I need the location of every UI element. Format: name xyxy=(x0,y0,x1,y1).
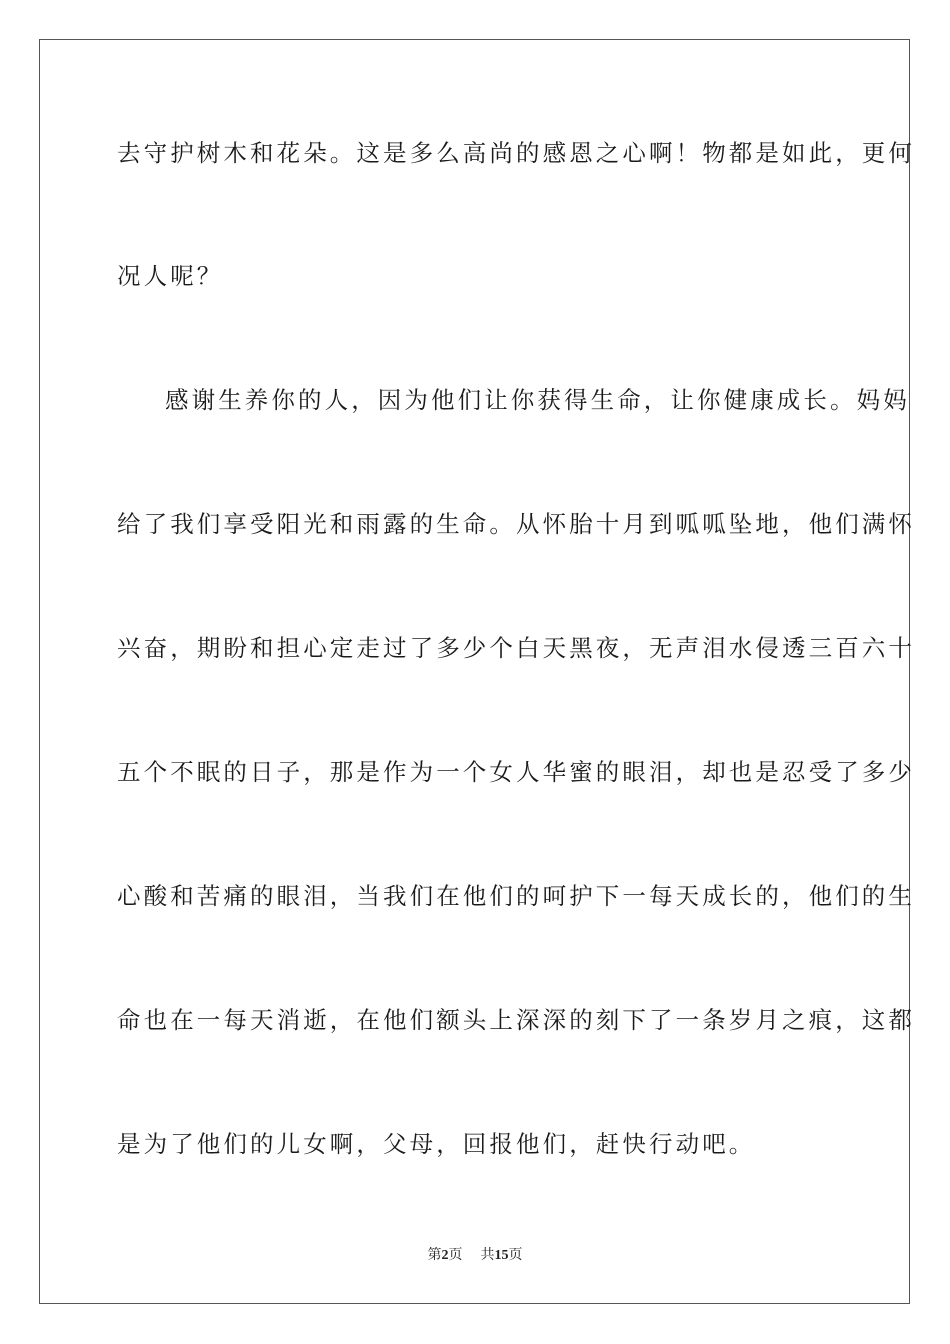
page-number: 2 xyxy=(441,1248,449,1263)
text-line-5: 兴奋，期盼和担心定走过了多少个白天黑夜，无声泪水侵透三百六十 xyxy=(117,634,915,662)
page-suffix: 页 xyxy=(448,1247,463,1263)
text-line-7: 心酸和苦痛的眼泪，当我们在他们的呵护下一每天成长的，他们的生 xyxy=(117,882,915,910)
text-line-3: 感谢生养你的人，因为他们让你获得生命，让你健康成长。妈妈 xyxy=(165,386,910,414)
text-line-9: 是为了他们的儿女啊，父母，回报他们，赶快行动吧。 xyxy=(117,1130,756,1158)
total-suffix: 页 xyxy=(508,1247,523,1263)
text-line-8: 命也在一每天消逝，在他们额头上深深的刻下了一条岁月之痕，这都 xyxy=(117,1006,915,1034)
text-line-4: 给了我们享受阳光和雨露的生命。从怀胎十月到呱呱坠地，他们满怀 xyxy=(117,510,915,538)
total-pages: 15 xyxy=(494,1248,509,1263)
text-line-6: 五个不眠的日子，那是作为一个女人华蜜的眼泪，却也是忍受了多少 xyxy=(117,758,915,786)
text-line-2: 况人呢？ xyxy=(117,262,224,290)
text-line-1: 去守护树木和花朵。这是多么高尚的感恩之心啊！物都是如此，更何 xyxy=(117,139,915,167)
page-border xyxy=(39,39,915,1304)
total-prefix: 共 xyxy=(480,1247,495,1263)
page-prefix: 第 xyxy=(427,1247,442,1263)
page-footer xyxy=(0,1245,950,1266)
